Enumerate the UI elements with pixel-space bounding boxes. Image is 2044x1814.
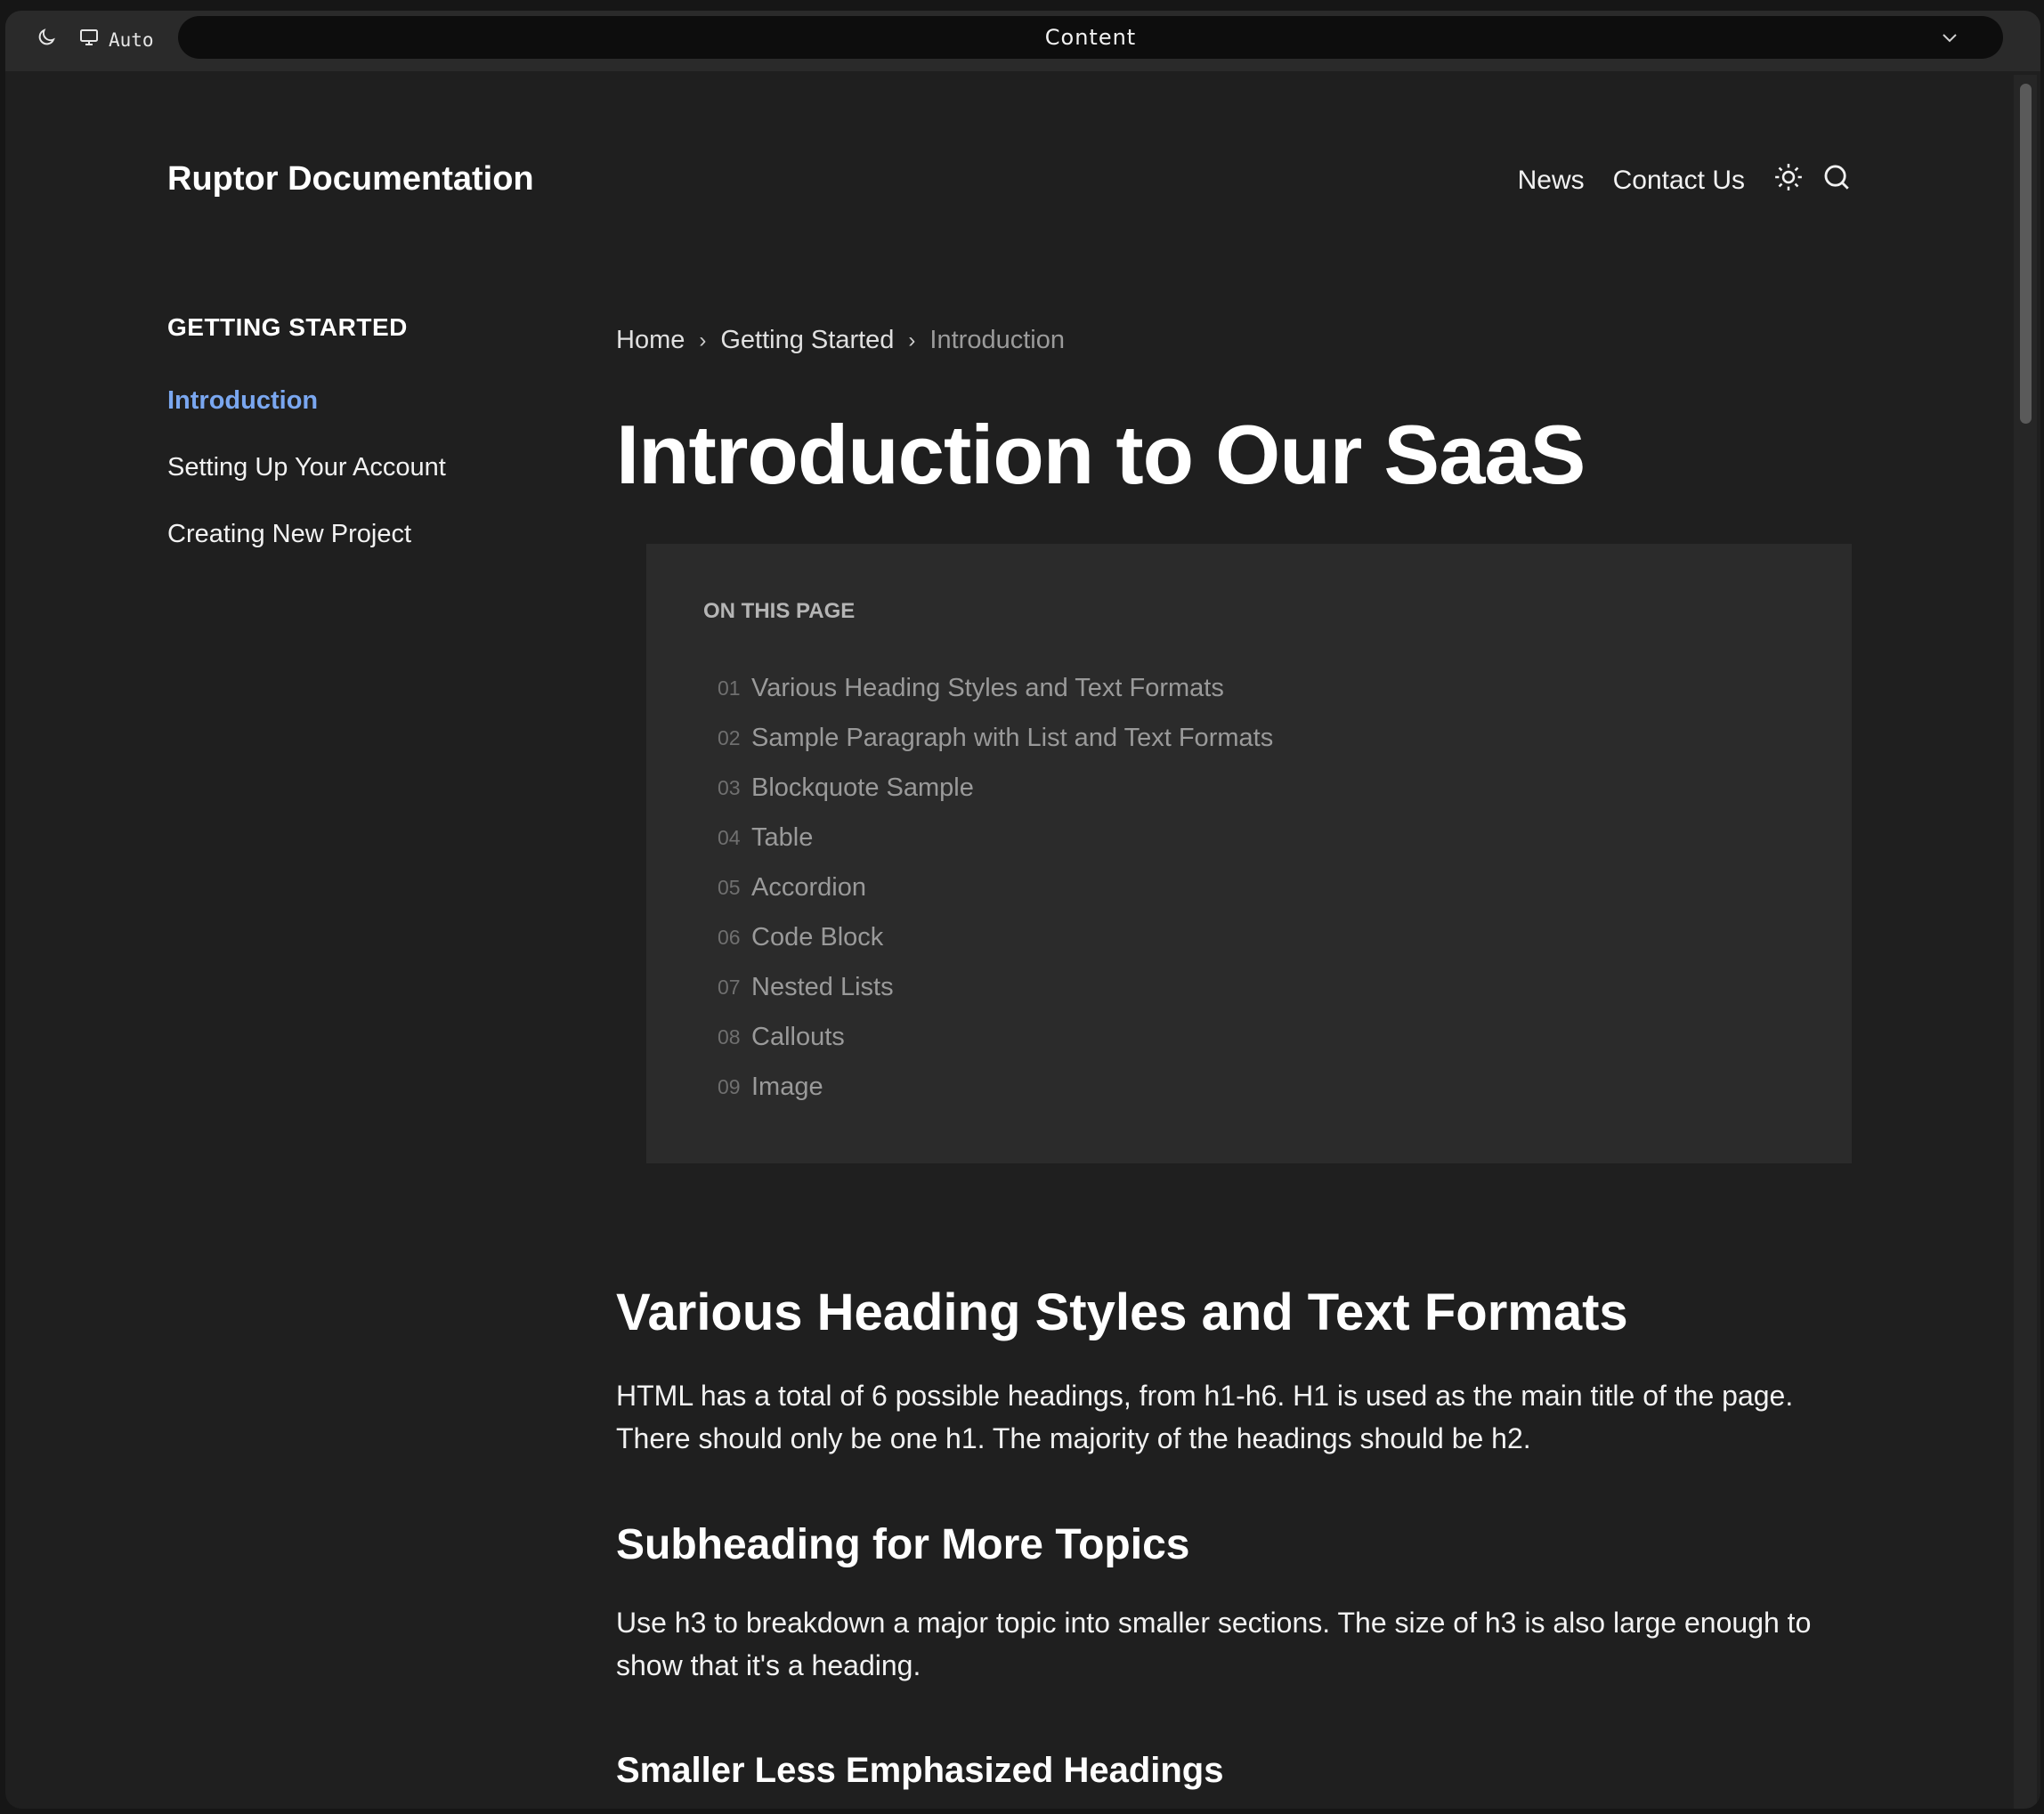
sidebar-heading: GETTING STARTED: [167, 313, 408, 341]
toc-item[interactable]: [703, 1062, 1795, 1112]
toc-item[interactable]: [703, 813, 1795, 862]
nav-contact-us[interactable]: Contact Us: [1612, 166, 1745, 195]
auto-theme-toggle[interactable]: [78, 27, 154, 53]
toc-item-label[interactable]: Callouts: [751, 1022, 845, 1051]
auto-label: Auto: [109, 28, 154, 51]
section-heading: Various Heading Styles and Text Formats: [616, 1284, 1628, 1341]
monitor-icon: [78, 27, 100, 53]
sidebar: [167, 313, 541, 549]
toc-item-label[interactable]: Image: [751, 1072, 823, 1101]
breadcrumb: [616, 326, 1857, 355]
site-title[interactable]: Ruptor Documentation: [167, 160, 534, 198]
sidebar-item-creating-new-project[interactable]: Creating New Project: [167, 520, 411, 548]
breadcrumb-home[interactable]: Home: [616, 326, 685, 354]
content-section: [616, 1283, 1857, 1791]
toc-item[interactable]: [703, 763, 1795, 813]
toc-item-label[interactable]: Blockquote Sample: [751, 773, 974, 802]
content-select-label: Content: [1044, 25, 1137, 50]
page-title: Introduction to Our SaaS: [616, 408, 1586, 501]
breadcrumb-getting-started[interactable]: Getting Started: [720, 326, 895, 354]
toc-item-number: 04: [718, 825, 741, 849]
toc-item-number: 01: [718, 676, 741, 700]
toc-item-number: 07: [718, 975, 741, 999]
content-select[interactable]: [178, 16, 2003, 59]
table-of-contents: [646, 544, 1852, 1163]
toc-item-number: 05: [718, 875, 741, 899]
minor-heading: Smaller Less Emphasized Headings: [616, 1751, 1224, 1790]
toc-item-label[interactable]: Various Heading Styles and Text Formats: [751, 673, 1224, 702]
toc-item-number: 09: [718, 1074, 741, 1098]
paragraph: HTML has a total of 6 possible headings, from h1-h6. H1 is used as the main title of the page. There should only be one h1. The majority of the headings should be h2.: [616, 1380, 1794, 1454]
chevron-right-icon: ›: [699, 328, 707, 352]
toc-item-label[interactable]: Sample Paragraph with List and Text Formats: [751, 723, 1274, 752]
toc-item-label[interactable]: Table: [751, 822, 814, 852]
sidebar-item-setting-up-account[interactable]: Setting Up Your Account: [167, 453, 446, 482]
toc-item-label[interactable]: Code Block: [751, 922, 884, 952]
paragraph: Use h3 to breakdown a major topic into smaller sections. The size of h3 is also large enough to show that it's a heading.: [616, 1607, 1812, 1681]
sun-icon[interactable]: [1773, 162, 1804, 199]
chevron-right-icon: ›: [908, 328, 916, 352]
toc-item-label[interactable]: Accordion: [751, 872, 866, 902]
main-content: [616, 313, 1857, 1791]
toc-item[interactable]: [703, 912, 1795, 962]
toc-item[interactable]: [703, 713, 1795, 763]
toc-item-number: 06: [718, 925, 741, 949]
scrollbar[interactable]: [2014, 75, 2037, 1809]
sidebar-item-introduction[interactable]: Introduction: [167, 386, 319, 415]
toc-item[interactable]: [703, 663, 1795, 713]
toc-item[interactable]: [703, 1012, 1795, 1062]
toolbar: [5, 11, 2040, 71]
toc-item-label[interactable]: Nested Lists: [751, 972, 894, 1001]
moon-icon[interactable]: [36, 27, 57, 48]
toc-item[interactable]: [703, 862, 1795, 912]
toc-title: ON THIS PAGE: [703, 599, 856, 623]
toc-item[interactable]: [703, 962, 1795, 1012]
chevron-down-icon: [1939, 27, 1960, 53]
nav-news[interactable]: News: [1517, 166, 1585, 195]
search-icon[interactable]: [1821, 162, 1852, 199]
breadcrumb-current: Introduction: [929, 326, 1065, 354]
toc-item-number: 02: [718, 725, 741, 749]
toc-item-number: 08: [718, 1024, 741, 1049]
subheading: Subheading for More Topics: [616, 1521, 1190, 1568]
top-nav: [1518, 162, 1852, 199]
scrollbar-thumb[interactable]: [2020, 84, 2032, 424]
browser-frame: [5, 11, 2040, 1809]
toc-item-number: 03: [718, 775, 741, 799]
